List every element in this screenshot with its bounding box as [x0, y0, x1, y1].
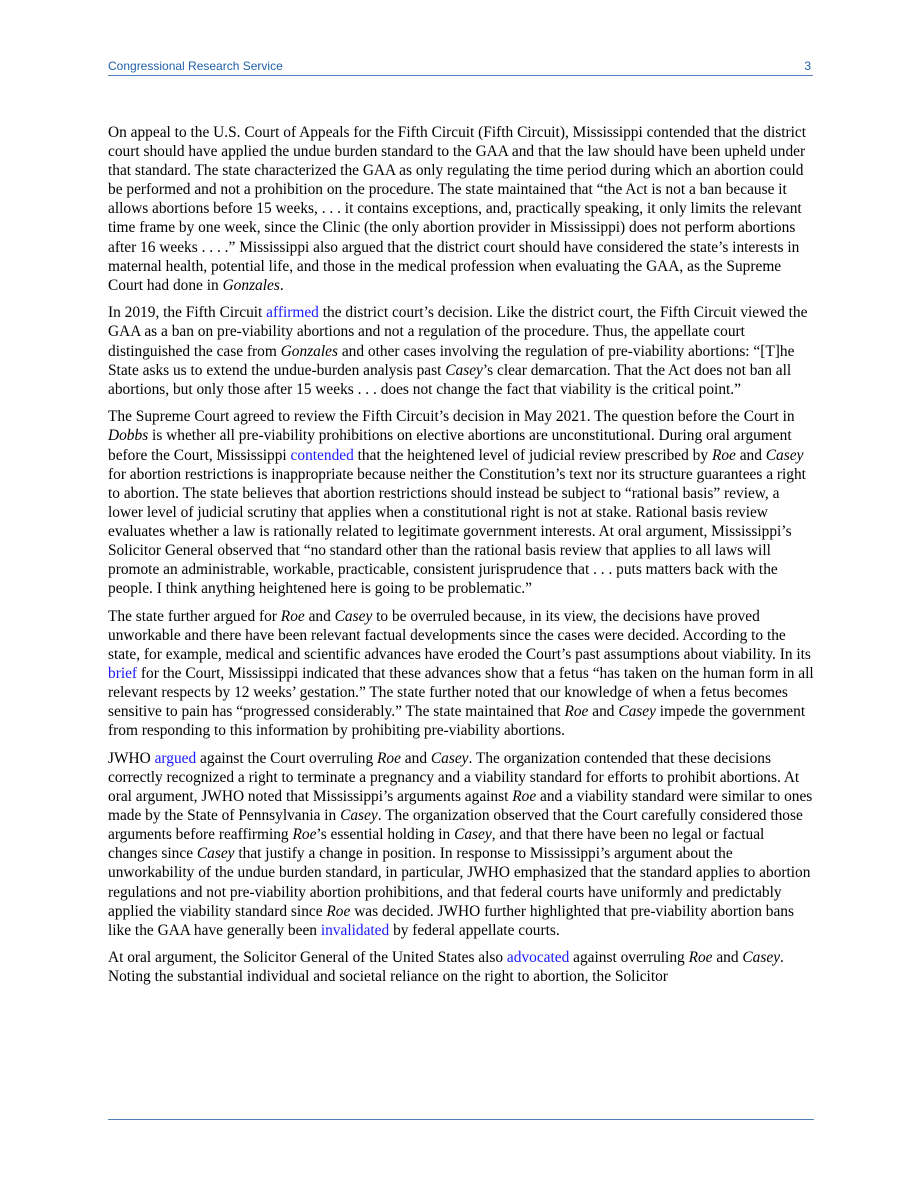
case-name: Casey [430, 749, 469, 767]
text-run: for abortion restrictions is inappropriate because neither the Constitution’s text nor its structure guarantees a right to abortion. The state believes that abortion restrictions should instead be subject to “rational basis” review, a lower level of judicial scrutiny that applies when a constitutional right is not at stake. Rational basis review evaluates whether a law is rationally related to legitimate government interests. At oral argument, Mississippi’s Solicitor General observed that “no standard other than the rational basis review that applies to all laws will promote an administrable, workable, practicable, consistent jurisprudence that . . . puts matters back with the people. I think anything heightened here is going to be problematic.” [108, 465, 806, 598]
case-name: Roe [564, 703, 589, 721]
page-header [108, 56, 813, 76]
case-name: Casey [618, 703, 656, 721]
text-run: In 2019, the Fifth Circuit [108, 304, 267, 322]
text-run: and [304, 607, 335, 625]
text-run: that the heightened level of judicial review prescribed by [353, 446, 712, 464]
text-run: to be overruled because, in its view, the decisions have proved unworkable and there have been relevant factual developments since the cases were decided. According to the state, for example, medical and scientific advances have eroded the Court’s past assumptions about viability. In its [108, 607, 811, 663]
case-name: Roe [326, 902, 351, 920]
case-name: Gonzales [222, 276, 280, 294]
text-run: against the Court overruling [196, 749, 378, 767]
text-run: is whether all pre-viability prohibitions on elective abortions are unconstitutional. During oral argument before the Court, Mississippi [108, 427, 792, 464]
text-run: The state further argued for [108, 607, 281, 625]
text-run: the district court’s decision. Like the district court, the Fifth Circuit viewed the GAA as a ban on pre-viability abortions and not a regulation of the procedure. Thus, the appellate court distinguished the case from [108, 304, 808, 360]
text-run: . [279, 276, 284, 294]
case-name: Roe [688, 949, 713, 967]
text-run: and [400, 749, 431, 767]
text-run: At oral argument, the Solicitor General of the United States also [108, 949, 507, 967]
footer-rule [108, 1119, 814, 1120]
case-name: Roe [280, 607, 305, 625]
text-run: JWHO [108, 749, 155, 767]
case-name: Casey [340, 807, 378, 825]
text-run: that justify a change in position. In response to Mississippi’s argument about the unworkability of the undue burden standard, in particular, JWHO emphasized that the standard applies to abortion regulations and not pre-viability abortion prohibitions, and that federal courts have uniformly and predictably applied the viability standard since [108, 845, 811, 920]
text-run: The Supreme Court agreed to review the Fifth Circuit’s decision in May 2021. The question before the Court in [108, 408, 795, 426]
text-run: was decided. JWHO further highlighted that pre-viability abortion bans like the GAA have generally been [108, 902, 794, 939]
hyperlink[interactable]: advocated [506, 949, 570, 967]
hyperlink[interactable]: contended [290, 446, 354, 464]
text-run: . The organization contended that these decisions correctly recognized a right to terminate a pregnancy and a viability standard for efforts to prohibit abortions. At oral argument, JWHO noted that Mississippi’s arguments against [108, 749, 800, 806]
text-run: and other cases involving the regulation of pre-viability abortions: “[T]he State asks us to extend the undue-burden analysis past [108, 342, 795, 379]
case-name: Roe [711, 446, 736, 464]
text-run: . The organization observed that the Court carefully considered those arguments before reaffirming [108, 807, 803, 844]
hyperlink[interactable]: invalidated [320, 921, 390, 939]
case-name: Casey [454, 826, 492, 844]
case-name: Roe [292, 826, 317, 844]
text-run: by federal appellate courts. [389, 921, 560, 939]
text-run: for the Court, Mississippi indicated that these advances show that a fetus “has taken on the human form in all relevant respects by 12 weeks’ gestation.” The state further noted that our knowledge of when a fetus becomes sensitive to pain has “progressed considerably.” The state maintained that [108, 665, 814, 721]
case-name: Casey [765, 446, 804, 464]
text-run: impede the government from responding to this information by prohibiting pre-viability abortions. [108, 703, 806, 740]
paragraph [108, 607, 814, 741]
paragraph [108, 123, 814, 295]
body-text [108, 123, 814, 995]
hyperlink[interactable]: argued [154, 749, 197, 767]
text-run: ’s essential holding in [316, 826, 455, 844]
paragraph [108, 407, 814, 598]
text-run: On appeal to the U.S. Court of Appeals for the Fifth Circuit (Fifth Circuit), Mississippi contended that the district court should have applied the undue burden standard to the GAA and that the law should have been upheld under that standard. The state characterized the GAA as only regulating the time period during which an abortion could be performed and not a prohibition on the procedure. The state maintained that “the Act is not a ban because it allows abortions before 15 weeks, . . . it contains exceptions, and, practically speaking, it only limits the relevant time frame by one week, since the Clinic (the only abortion provider in Mississippi) does not perform abortions after 16 weeks . . . .” Mississippi also argued that the district court should have considered the state’s interests in maternal health, potential life, and those in the medical profession when evaluating the GAA, as the Supreme Court had done in [108, 124, 807, 294]
paragraph [108, 749, 814, 940]
page-number: 3 [804, 59, 811, 73]
case-name: Roe [512, 788, 537, 806]
text-run: ’s clear demarcation. That the Act does not ban all abortions, but only those after 15 weeks . . . does not change the fact that viability is the critical point.” [108, 361, 792, 398]
text-run: , and that there have been no legal or factual changes since [108, 826, 765, 863]
text-run: and [588, 703, 619, 721]
case-name: Casey [196, 845, 235, 863]
text-run: . Noting the substantial individual and societal reliance on the right to abortion, the Solicitor [108, 949, 784, 986]
text-run: and [735, 446, 766, 464]
text-run: against overruling [569, 949, 689, 967]
hyperlink[interactable]: brief [108, 665, 138, 683]
case-name: Dobbs [108, 427, 149, 445]
text-run: and a viability standard were similar to ones made by the State of Pennsylvania in [108, 788, 813, 825]
hyperlink[interactable]: affirmed [266, 304, 319, 322]
case-name: Casey [445, 361, 483, 379]
case-name: Casey [742, 949, 781, 967]
paragraph [108, 948, 814, 986]
text-run: and [712, 949, 743, 967]
paragraph [108, 303, 814, 398]
case-name: Roe [377, 749, 401, 767]
case-name: Casey [334, 607, 373, 625]
case-name: Gonzales [280, 342, 338, 360]
header-org-name: Congressional Research Service [108, 59, 283, 73]
